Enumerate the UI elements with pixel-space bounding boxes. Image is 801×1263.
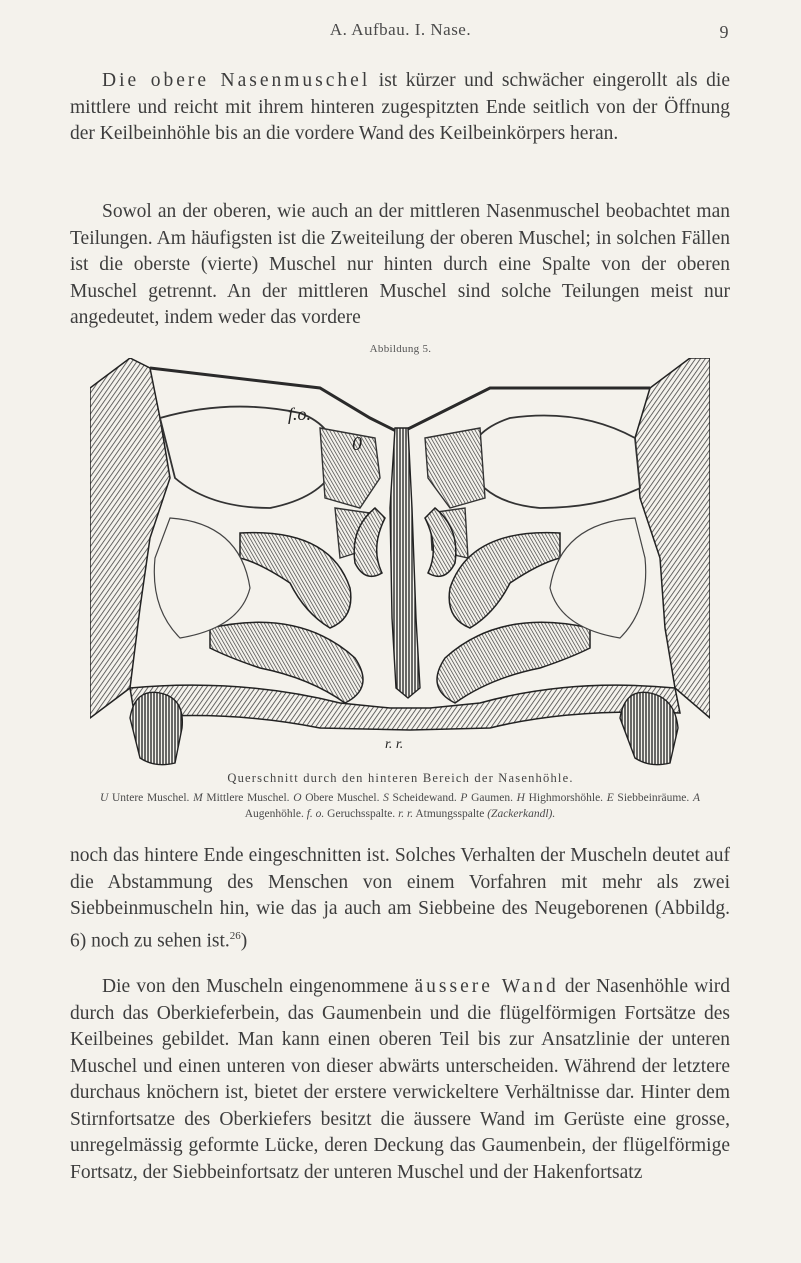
footnote-marker: 26: [229, 929, 241, 942]
paragraph-3-text: noch das hintere Ende eingeschnitten ist. Solches Verhalten der Muscheln deutet auf die Abstammung des Menschen von einem Vorfahren mit mehr als zwei Siebbeinmuscheln hin, wie das ja auch am Siebbeine des Neugeborenen (Abbildg. 6) noch zu sehen ist.: [70, 845, 730, 951]
running-head: [0, 20, 801, 44]
paragraph-outer-wall: [70, 974, 730, 1186]
figure-legend: [100, 790, 700, 822]
left-wall: [90, 358, 170, 718]
paragraph-4-text: der Nasenhöhle wird durch das Oberkieferbein, das Gaumenbein und die flügelförmigen Fortsätze des Keilbeines gebildet. Man kann einen oberen Teil bis zur Ansatzlinie der unteren Muschel und einen unteren von dieser abwärts unterscheiden. Während der letztere durchaus knöchern ist, bietet der erstere verwickeltere Verhältnisse dar. Hinter dem Stirnfortsatze des Oberkiefers besitzt die äussere Wand im Gerüste eine grosse, unregelmässig geformte Lücke, deren Deckung das Gaumenbein, der flügelförmige Fortsatz, der Siebbeinfortsatz der unteren Muschel und der Hakenfortsatz: [70, 976, 730, 1183]
septum: [390, 428, 420, 698]
page-number: 9: [719, 22, 729, 42]
legend-item: M Mittlere Muschel.: [193, 792, 294, 804]
right-wall: [635, 358, 710, 718]
running-head-title: A. Aufbau. I. Nase.: [329, 20, 472, 39]
mark-o: 0: [352, 433, 362, 455]
paragraph-divisions: Sowol an der oberen, wie auch an der mittleren Nasenmuschel beobachtet man Teilungen. Am häufigsten ist die Zweiteilung der oberen Muschel; in solchen Fällen ist die oberste (vierte) Muschel nur hinten durch eine Spalte von der oberen Muschel getrennt. An der mittleren Muschel sind solche Teilungen meist nur angedeutet, indem weder das vordere: [70, 201, 730, 328]
term-upper-turbinate: Die obere Nasenmuschel: [102, 70, 371, 91]
right-maxillary-sinus: [550, 518, 646, 638]
right-orbit: [470, 416, 641, 509]
paragraph-4-start: Die von den Muscheln eingenommene: [102, 976, 415, 997]
legend-item: H Highmorshöhle.: [516, 792, 607, 804]
paragraph-ancestry: noch das hintere Ende eingeschnitten ist. Solches Verhalten der Muscheln deutet auf die Abstammung des Menschen von einem Vorfahren mit mehr als zwei Siebbeinmuscheln hin, wie das ja auch am Siebbeine des Neugeborenen (Abbildg. 6) noch zu sehen ist.$^{26}$): [70, 845, 730, 951]
mark-rr: r. r.: [385, 737, 404, 752]
figure-nasal-cross-section: [90, 358, 710, 768]
legend-item: O Obere Muschel.: [293, 792, 384, 804]
paragraph-1-text: ist kürzer und schwächer eingerollt als die mittlere und reicht mit ihrem hinteren zugespitzten Ende seitlich von der Öffnung der Keilbeinhöhle bis an die vordere Wand des Keilbeinkörpers heran.: [70, 70, 730, 144]
legend-item: r. r. Atmungsspalte: [398, 808, 488, 820]
legend-item: A Augenhöhle.: [244, 792, 700, 820]
figure-title: Querschnitt durch den hinteren Bereich der Nasenhöhle.: [227, 771, 574, 785]
mark-fo: f.o.: [288, 404, 312, 424]
legend-item: f. o. Geruchsspalte.: [306, 808, 399, 820]
legend-item: (Zackerkandl).: [487, 808, 556, 820]
cross-section-illustration: [90, 358, 710, 768]
legend-item: U Untere Muschel.: [100, 792, 194, 804]
legend-item: S Scheidewand.: [383, 792, 461, 804]
term-outer-wall: äussere Wand: [414, 976, 559, 997]
paragraph-upper-turbinate: [70, 68, 730, 148]
legend-item: P Gaumen.: [460, 792, 517, 804]
left-maxillary-sinus: [154, 518, 250, 638]
figure-label: Abbildung 5.: [369, 343, 432, 355]
legend-item: E Siebbeinräume.: [606, 792, 693, 804]
